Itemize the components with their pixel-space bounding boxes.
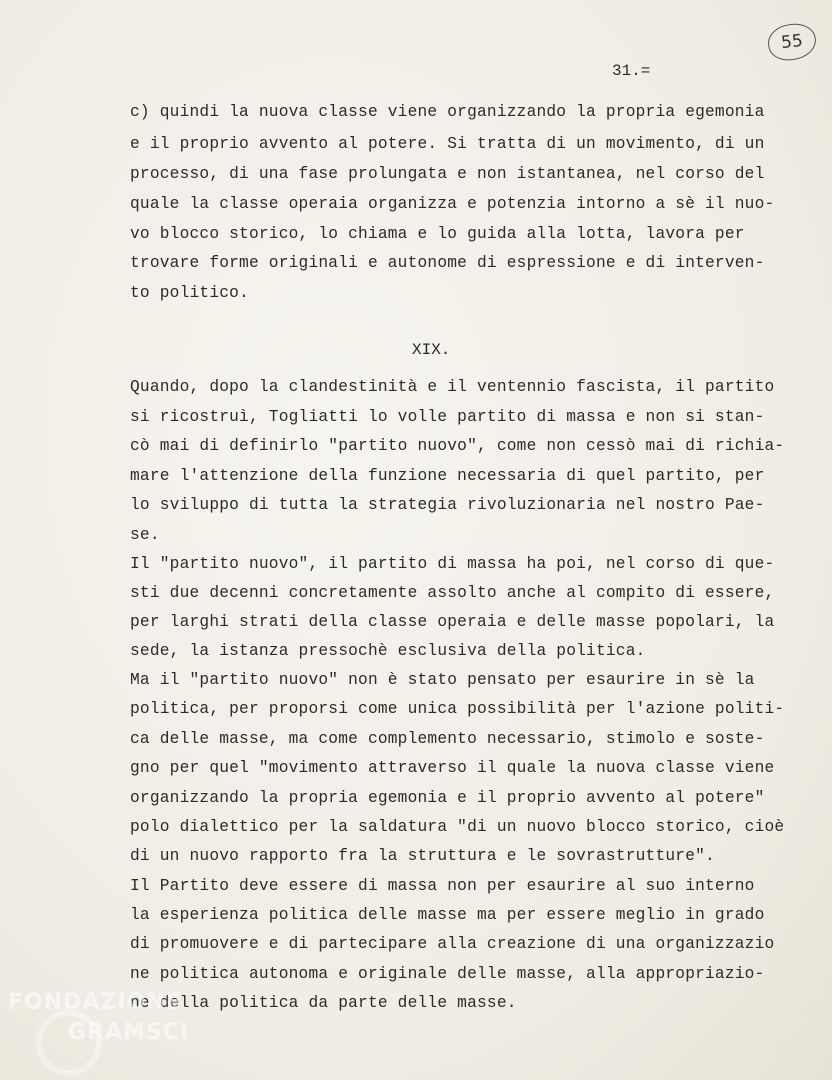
text-line: ca delle masse, ma come complemento necessario, stimolo e soste- [130,730,765,748]
text-line: Ma il "partito nuovo" non è stato pensato per esaurire in sè la [130,671,755,689]
text-line: Il "partito nuovo", il partito di massa ha poi, nel corso di que- [130,555,775,573]
text-line: ne della politica da parte delle masse. [130,994,517,1012]
text-line: trovare forme originali e autonome di espressione e di interven- [130,254,765,272]
text-line: Quando, dopo la clandestinità e il ventennio fascista, il partito [130,378,775,396]
text-line: processo, di una fase prolungata e non istantanea, nel corso del [130,165,765,183]
text-line: per larghi strati della classe operaia e delle masse popolari, la [130,613,775,631]
text-line: Il Partito deve essere di massa non per esaurire al suo interno [130,877,755,895]
text-line: lo sviluppo di tutta la strategia rivoluzionaria nel nostro Pae- [130,496,765,514]
section-heading: XIX. [412,341,451,359]
text-line: di un nuovo rapporto fra la struttura e le sovrastrutture". [130,847,715,865]
text-line: organizzando la propria egemonia e il proprio avvento al potere" [130,789,765,807]
text-line: vo blocco storico, lo chiama e lo guida alla lotta, lavora per [130,225,745,243]
text-line: si ricostruì, Togliatti lo volle partito di massa e non si stan- [130,408,765,426]
text-line: la esperienza politica delle masse ma per essere meglio in grado [130,906,765,924]
text-line: quale la classe operaia organizza e potenzia intorno a sè il nuo- [130,195,775,213]
text-line: cò mai di definirlo "partito nuovo", come non cessò mai di richia- [130,437,785,455]
text-line: se. [130,526,160,544]
text-line: e il proprio avvento al potere. Si tratta di un movimento, di un [130,135,765,153]
text-line: polo dialettico per la saldatura "di un nuovo blocco storico, cioè [130,818,785,836]
text-line: to politico. [130,284,249,302]
text-line: sti due decenni concretamente assolto anche al compito di essere, [130,584,775,602]
text-line: sede, la istanza pressochè esclusiva della politica. [130,642,646,660]
page-number: 31.= [612,62,651,80]
text-line: politica, per proporsi come unica possibilità per l'azione politi- [130,700,785,718]
text-line: c) quindi la nuova classe viene organizzando la propria egemonia [130,103,765,121]
text-line: mare l'attenzione della funzione necessaria di quel partito, per [130,467,765,485]
watermark-text: FONDAZIONE [8,990,182,1015]
handwritten-page-mark: 55 [766,22,818,63]
watermark-text: GRAMSCI [68,1020,190,1045]
text-line: gno per quel "movimento attraverso il quale la nuova classe viene [130,759,775,777]
text-line: di promuovere e di partecipare alla creazione di una organizzazio [130,935,775,953]
archive-watermark [2,990,222,1070]
text-line: ne politica autonoma e originale delle masse, alla appropriazio- [130,965,765,983]
